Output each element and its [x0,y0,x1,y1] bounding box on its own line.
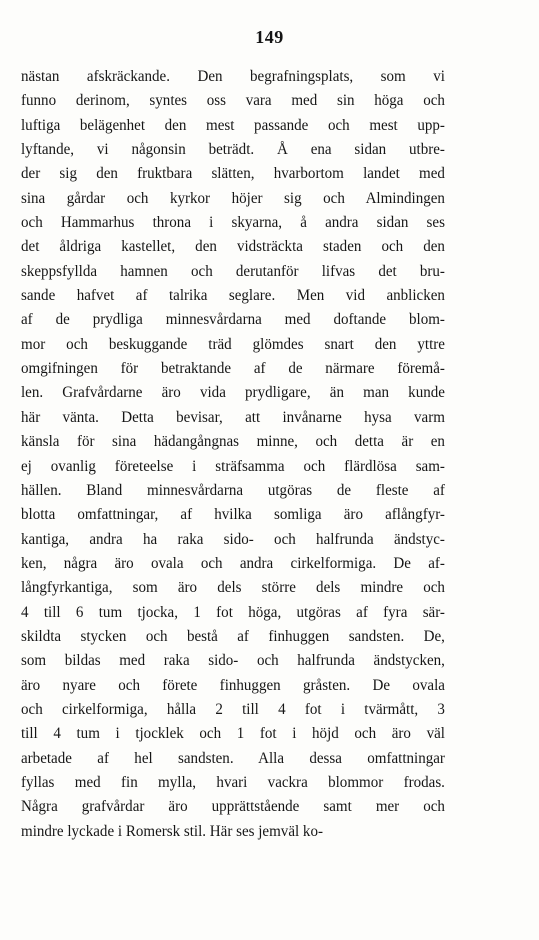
text-line: Några grafvårdar äro upprättstående samt mer och [21,798,445,816]
text-line: omgifningen för betraktande af de närmare föremå- [21,360,445,378]
text-line: långfyrkantiga, som äro dels större dels mindre och [21,579,445,597]
text-line: funno derinom, syntes oss vara med sin höga och [21,92,445,110]
text-line: arbetade af hel sandsten. Alla dessa omfattningar [21,749,445,767]
text-line: sande hafvet af talrika seglare. Men vid anblicken [21,287,445,305]
body-text [21,65,445,844]
text-line: och cirkelformiga, hålla 2 till 4 fot i tvärmått, 3 [21,700,445,718]
text-line: sina gårdar och kyrkor höjer sig och Almindingen [21,189,445,207]
text-line: här vänta. Detta bevisar, att invånarne hysa varm [21,408,445,426]
text-line: till 4 tum i tjocklek och 1 fot i höjd och äro väl [21,725,445,743]
text-line: af de prydliga minnesvårdarna med doftande blom- [21,311,445,329]
text-line: lyftande, vi någonsin beträdt. Å ena sidan utbre- [21,141,445,159]
text-line: fyllas med fin mylla, hvari vackra blommor frodas. [21,773,445,791]
text-line: som bildas med raka sido- och halfrunda ändstycken, [21,652,445,670]
text-line: hällen. Bland minnesvårdarna utgöras de fleste af [21,481,445,499]
text-line: len. Grafvårdarne äro vida prydligare, än man kunde [21,384,445,402]
text-line: äro nyare och förete finhuggen gråsten. De ovala [21,676,445,694]
text-line: der sig den fruktbara slätten, hvarbortom landet med [21,165,445,183]
text-line: ej ovanlig företeelse i sträfsamma och flärdlösa sam- [21,457,445,475]
page-number: 149 [255,27,284,47]
text-line: skeppsfyllda hamnen och derutanför lifvas det bru- [21,262,445,280]
text-line: luftiga belägenhet den mest passande och mest upp- [21,116,445,134]
text-line: mor och beskuggande träd glömdes snart den yttre [21,335,445,353]
text-line: det åldriga kastellet, den vidsträckta staden och den [21,238,445,256]
text-line: och Hammarhus throna i skyarna, å andra sidan ses [21,214,445,232]
text-line: skildta stycken och bestå af finhuggen sandsten. De, [21,627,445,645]
text-line: 4 till 6 tum tjocka, 1 fot höga, utgöras af fyra sär- [21,603,445,621]
text-line: mindre lyckade i Romersk stil. Här ses jemväl ko- [21,822,323,840]
text-line: blotta omfattningar, af hvilka somliga äro aflångfyr- [21,506,445,524]
text-line: nästan afskräckande. Den begrafningsplats, som vi [21,68,445,85]
text-line: känsla för sina hädangångnas minne, och detta är en [21,433,445,451]
text-line: ken, några äro ovala och andra cirkelformiga. De af- [21,554,445,572]
text-line: kantiga, andra ha raka sido- och halfrunda ändstyc- [21,530,445,548]
